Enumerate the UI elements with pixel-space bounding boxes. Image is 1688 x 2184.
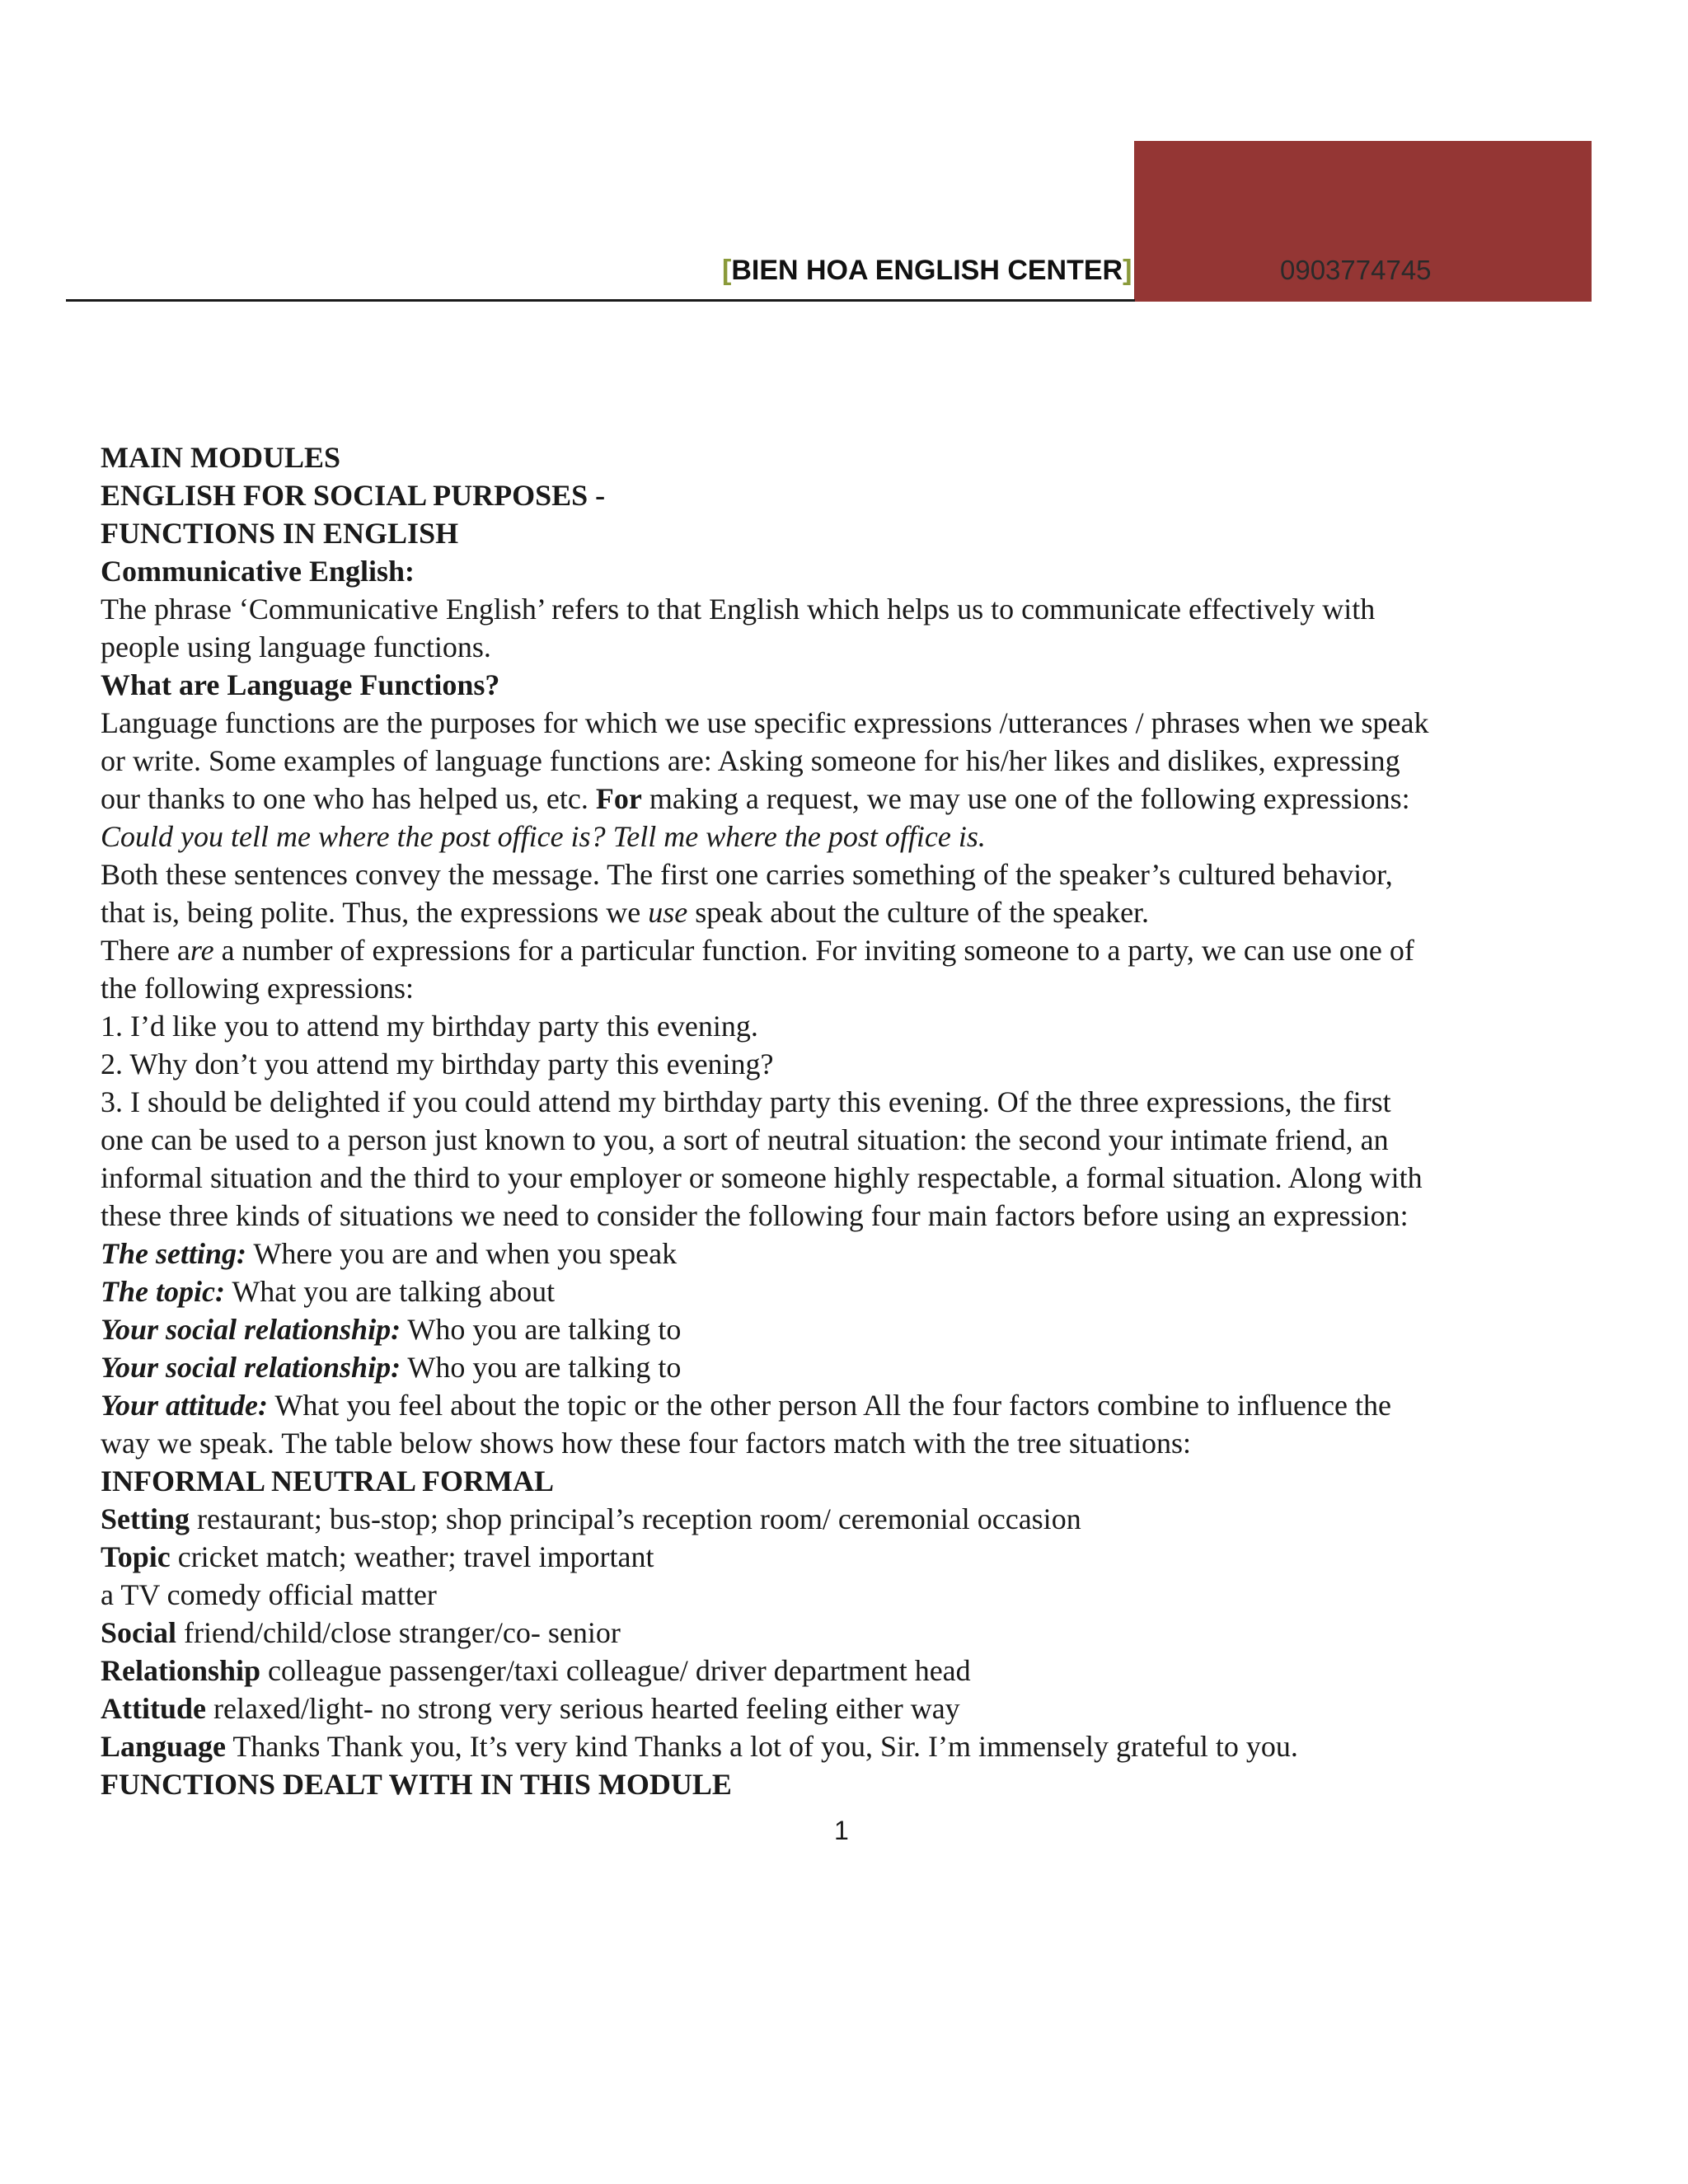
heading-text: FUNCTIONS IN ENGLISH [101,517,459,550]
table-header [101,1462,554,1500]
header-title [722,252,1132,288]
paragraph-line: Both these sentences convey the message. The first one carries something of the speaker’s cultured behavior, [101,858,1393,891]
paragraph-line: or write. Some examples of language functions are: Asking someone for his/her likes and dislikes, expressing [101,744,1400,777]
row-label: Attitude [101,1692,206,1725]
factor-text: Where you are and when you speak [246,1237,678,1270]
heading-main-modules [101,438,340,476]
heading-text: INFORMAL NEUTRAL FORMAL [101,1465,555,1497]
paragraph-line [101,780,1410,818]
heading-text: ENGLISH FOR SOCIAL PURPOSES - [101,479,606,512]
header-phone: 0903774745 [1280,255,1432,285]
heading-text: What are Language Functions? [101,668,500,701]
row-label: Relationship [101,1654,261,1687]
paragraph-line: The phrase ‘Communicative English’ refers to that English which helps us to communicate effectively with [101,593,1376,626]
factor-attitude [101,1386,1391,1424]
heading-language-functions [101,666,499,704]
factor-text: What you are talking about [224,1275,556,1308]
factor-label: Your attitude: [101,1389,269,1422]
text-run: a number of expressions for a particular function. For inviting someone to a party, we can use one of [213,934,1414,967]
example-sentences [101,818,986,855]
paragraph-line: informal situation and the third to your employer or someone highly respectable, a formal situation. Along with [101,1161,1423,1194]
header-bracket-close: ] [1123,255,1132,286]
italic-run: re [190,934,214,967]
factor-social-relationship [101,1348,681,1386]
header-rule [66,299,1135,302]
list-item: 1. I’d like you to attend my birthday party this evening. [101,1010,758,1043]
heading-text: Communicative English: [101,555,415,588]
factor-topic [101,1272,555,1310]
bold-run: For [595,782,642,815]
table-row: a TV comedy official matter [101,1578,437,1611]
heading-functions [101,514,458,552]
heading-functions-dealt [101,1765,732,1803]
paragraph-line: way we speak. The table below shows how these four factors match with the tree situations: [101,1427,1191,1460]
table-row [101,1614,621,1652]
list-item: 2. Why don’t you attend my birthday party this evening? [101,1047,774,1080]
table-row [101,1690,960,1727]
row-text: friend/child/close stranger/co- senior [176,1616,621,1649]
list-item: 3. I should be delighted if you could attend my birthday party this evening. Of the three expressions, the first [101,1085,1391,1118]
paragraph-line [101,931,1414,969]
heading-social-purposes [101,476,605,514]
factor-text: What you feel about the topic or the other person All the four factors combine to influence the [268,1389,1391,1422]
row-text: relaxed/light- no strong very serious hearted feeling either way [206,1692,960,1725]
heading-text: FUNCTIONS DEALT WITH IN THIS MODULE [101,1768,732,1801]
paragraph-line: the following expressions: [101,972,414,1005]
table-row [101,1500,1081,1538]
header-bracket-open: [ [722,255,732,286]
text-run: There a [101,934,190,967]
text-run: making a request, we may use one of the following expressions: [641,782,1410,815]
page-number: 1 [834,1816,849,1845]
table-row [101,1538,654,1576]
row-label: Social [101,1616,177,1649]
text-run: that is, being polite. Thus, the expressions we [101,896,649,929]
factor-setting [101,1235,677,1272]
row-text: Thanks Thank you, It’s very kind Thanks a lot of you, Sir. I’m immensely grateful to you. [226,1730,1298,1763]
factor-label: The setting: [101,1237,246,1270]
row-label: Setting [101,1502,190,1535]
paragraph-line: these three kinds of situations we need to consider the following four main factors before using an expression: [101,1199,1409,1232]
paragraph-line: one can be used to a person just known to you, a sort of neutral situation: the second your intimate friend, an [101,1123,1389,1156]
factor-text: Who you are talking to [401,1313,682,1346]
row-text: restaurant; bus-stop; shop principal’s reception room/ ceremonial occasion [190,1502,1081,1535]
italic-run: Could you tell me where the post office is? Tell me where the post office is. [101,820,986,853]
paragraph-line [101,893,1149,931]
factor-label: Your social relationship: [101,1351,401,1384]
text-run: our thanks to one who has helped us, etc. [101,782,596,815]
row-text: cricket match; weather; travel important [170,1540,654,1573]
factor-label: Your social relationship: [101,1313,401,1346]
table-row [101,1727,1298,1765]
heading-communicative-english [101,552,415,590]
header-center-name: BIEN HOA ENGLISH CENTER [731,255,1123,286]
row-text: colleague passenger/taxi colleague/ driver department head [260,1654,971,1687]
row-label: Language [101,1730,227,1763]
row-label: Topic [101,1540,171,1573]
heading-text: MAIN MODULES [101,441,341,474]
italic-run: use [648,896,688,929]
factor-label: The topic: [101,1275,225,1308]
factor-text: Who you are talking to [401,1351,682,1384]
factor-social-relationship [101,1310,681,1348]
paragraph-line: Language functions are the purposes for which we use specific expressions /utterances / phrases when we speak [101,706,1429,739]
text-run: speak about the culture of the speaker. [687,896,1150,929]
paragraph-line: people using language functions. [101,630,491,663]
table-row [101,1652,971,1690]
